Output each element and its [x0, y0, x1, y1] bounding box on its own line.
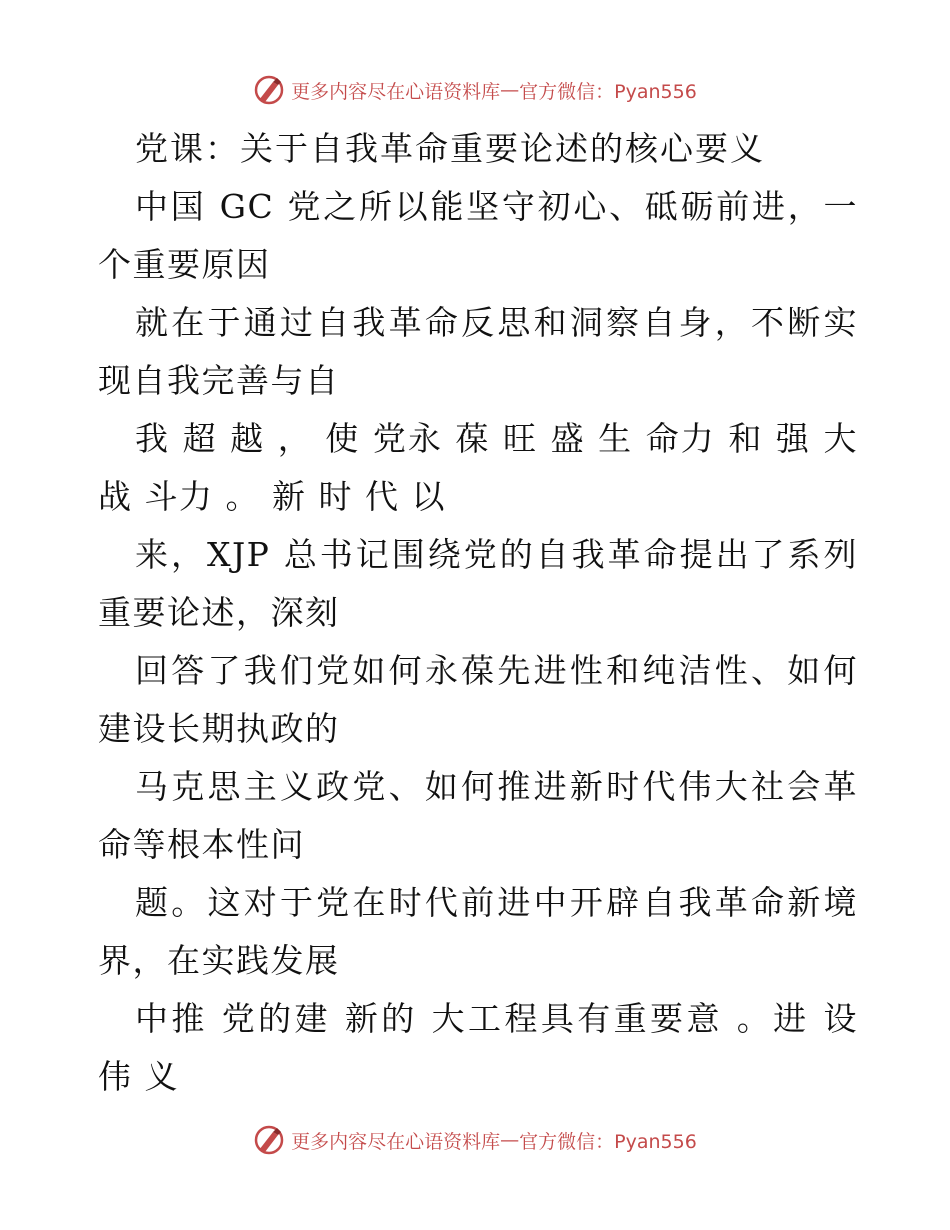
banner-wechat-text: 官方微信：Pyan556 — [519, 1130, 697, 1153]
paragraph-7: 题。这对于党在时代前进中开辟自我革命新境界，在实践发展 — [98, 883, 858, 980]
paragraph-8: 中推 党的建 新的 大工程具有重要意 。进 设 伟 义 — [98, 999, 858, 1096]
paragraph-6: 马克思主义政党、如何推进新时代伟大社会革命等根本性问 — [98, 767, 858, 864]
paragraph-4: 来，XJP 总书记围绕党的自我革命提出了系列重要论述，深刻 — [98, 535, 858, 632]
banner-separator: — — [500, 79, 520, 101]
paragraph-5: 回答了我们党如何永葆先进性和纯洁性、如何建设长期执政的 — [98, 651, 858, 748]
pen-logo-icon — [253, 74, 285, 106]
pen-logo-icon — [253, 1124, 285, 1156]
paragraph-3: 我 超 越 ， 使 党永 葆 旺 盛 生 命力 和 强 大 战 斗力 。 新 时 代 以 — [98, 419, 858, 516]
paragraph-1: 中国 GC 党之所以能坚守初心、砥砺前进，一个重要原因 — [98, 187, 858, 284]
banner-site-text: 更多内容尽在心语资料库 — [291, 80, 501, 103]
document-title: 党课：关于自我革命重要论述的核心要义 — [135, 129, 765, 168]
banner-separator: — — [500, 1129, 520, 1151]
header-banner — [0, 70, 950, 110]
paragraph-2: 就在于通过自我革命反思和洞察自身，不断实现自我完善与自 — [98, 303, 858, 400]
banner-wechat-text: 官方微信：Pyan556 — [519, 80, 697, 103]
document-body — [98, 120, 858, 1106]
footer-banner — [0, 1120, 950, 1160]
banner-site-text: 更多内容尽在心语资料库 — [291, 1130, 501, 1153]
